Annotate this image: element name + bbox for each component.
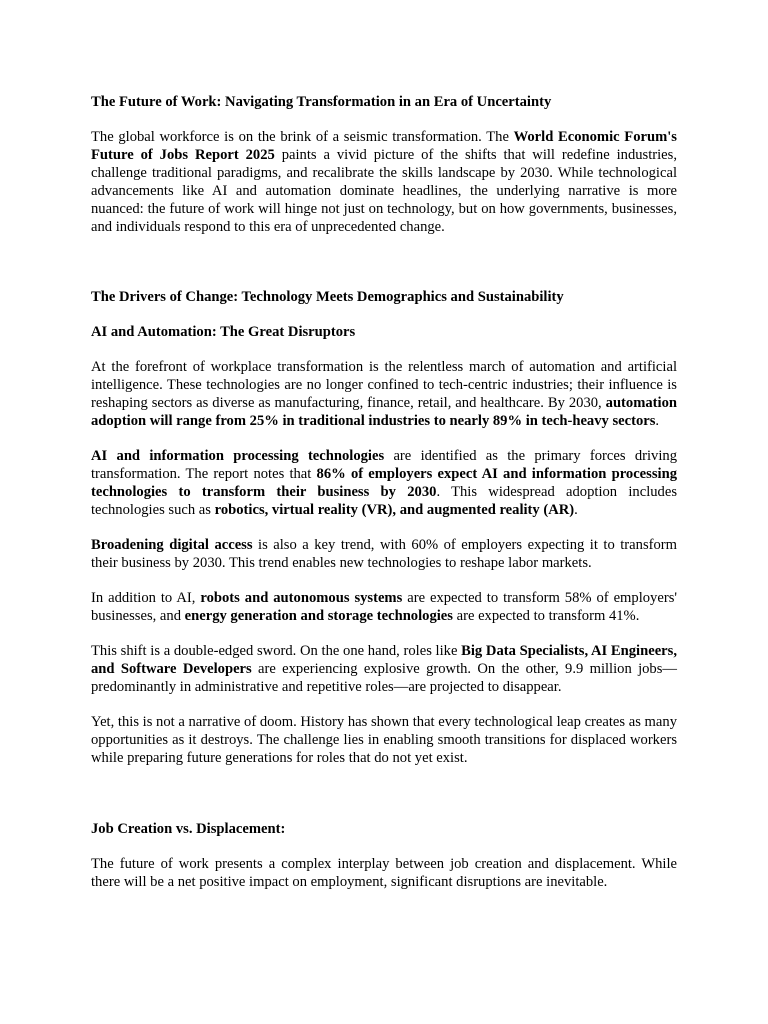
text-run: The future of work presents a complex interplay between job creation and displacement. While there will be a net positive impact on employment, significant disruptions are inevitable. <box>91 856 677 890</box>
paragraph-ai-info-processing <box>91 447 677 519</box>
text-run: paints a vivid picture of the shifts that will redefine industries, challenge traditional paradigms, and recalibrate the skills landscape by 2030. While technological advancements like AI and automation dominate headlines, the underlying narrative is more nuanced: the future of work will hinge not just on technology, but on how governments, businesses, and individuals respond to this era of unprecedented change. <box>91 147 677 235</box>
bold-text-run: robots and autonomous systems <box>200 590 403 606</box>
bold-text-run: AI and information processing technologies <box>91 448 385 464</box>
paragraph-digital-access <box>91 536 677 572</box>
text-run: . <box>655 413 660 429</box>
paragraph-not-doom <box>91 713 677 767</box>
text-run: The global workforce is on the brink of a seismic transformation. The <box>91 129 514 145</box>
text-run: Yet, this is not a narrative of doom. History has shown that every technological leap creates as many opportunities as it destroys. The challenge lies in enabling smooth transitions for displaced workers while preparing future generations for roles that do not yet exist. <box>91 714 677 766</box>
text-run: At the forefront of workplace transformation is the relentless march of automation and artificial intelligence. These technologies are no longer confined to tech-centric industries; their influence is reshaping sectors as diverse as manufacturing, finance, retail, and healthcare. By 2030, <box>91 359 677 411</box>
section-heading-job-creation: Job Creation vs. Displacement: <box>91 821 286 837</box>
bold-text-run: Broadening digital access <box>91 537 253 553</box>
bold-text-run: Big Data Specialists, AI Engineers, and Software Developers <box>91 643 677 677</box>
paragraph-robots-energy <box>91 589 677 625</box>
text-run: . <box>574 502 578 518</box>
paragraph-double-edged <box>91 642 677 696</box>
spacer <box>91 784 677 820</box>
text-run: are identified as the primary forces driving transformation. The report notes that <box>91 448 677 482</box>
bold-text-run: World Economic Forum's Future of Jobs Report 2025 <box>91 129 677 163</box>
section-heading-drivers: The Drivers of Change: Technology Meets Demographics and Sustainability <box>91 289 564 305</box>
text-run: This shift is a double-edged sword. On the one hand, roles like <box>91 643 462 659</box>
intro-paragraph <box>91 128 677 236</box>
paragraph-automation <box>91 358 677 430</box>
text-run: are expected to transform 58% of employers' businesses, and <box>91 590 677 624</box>
paragraph-job-creation <box>91 855 677 891</box>
bold-text-run: automation adoption will range from 25% in traditional industries to nearly 89% in tech-heavy sectors <box>91 395 677 429</box>
text-run: are expected to transform 41%. <box>452 608 640 624</box>
spacer <box>91 253 677 288</box>
text-run: is also a key trend, with 60% of employers expecting it to transform their business by 2030. This trend enables new technologies to reshape labor markets. <box>91 537 677 571</box>
bold-text-run: energy generation and storage technologies <box>184 608 453 624</box>
text-run: In addition to AI, <box>91 590 201 606</box>
bold-text-run: robotics, virtual reality (VR), and augmented reality (AR) <box>214 502 575 518</box>
subheading-ai-automation: AI and Automation: The Great Disruptors <box>91 324 356 340</box>
text-run: are experiencing explosive growth. On the other, 9.9 million jobs—predominantly in administrative and repetitive roles—are projected to disappear. <box>91 661 677 695</box>
bold-text-run: 86% of employers expect AI and information processing technologies to transform their business by 2030 <box>91 466 677 500</box>
text-run: . This widespread adoption includes technologies such as <box>91 484 677 518</box>
document-title: The Future of Work: Navigating Transformation in an Era of Uncertainty <box>91 94 552 110</box>
